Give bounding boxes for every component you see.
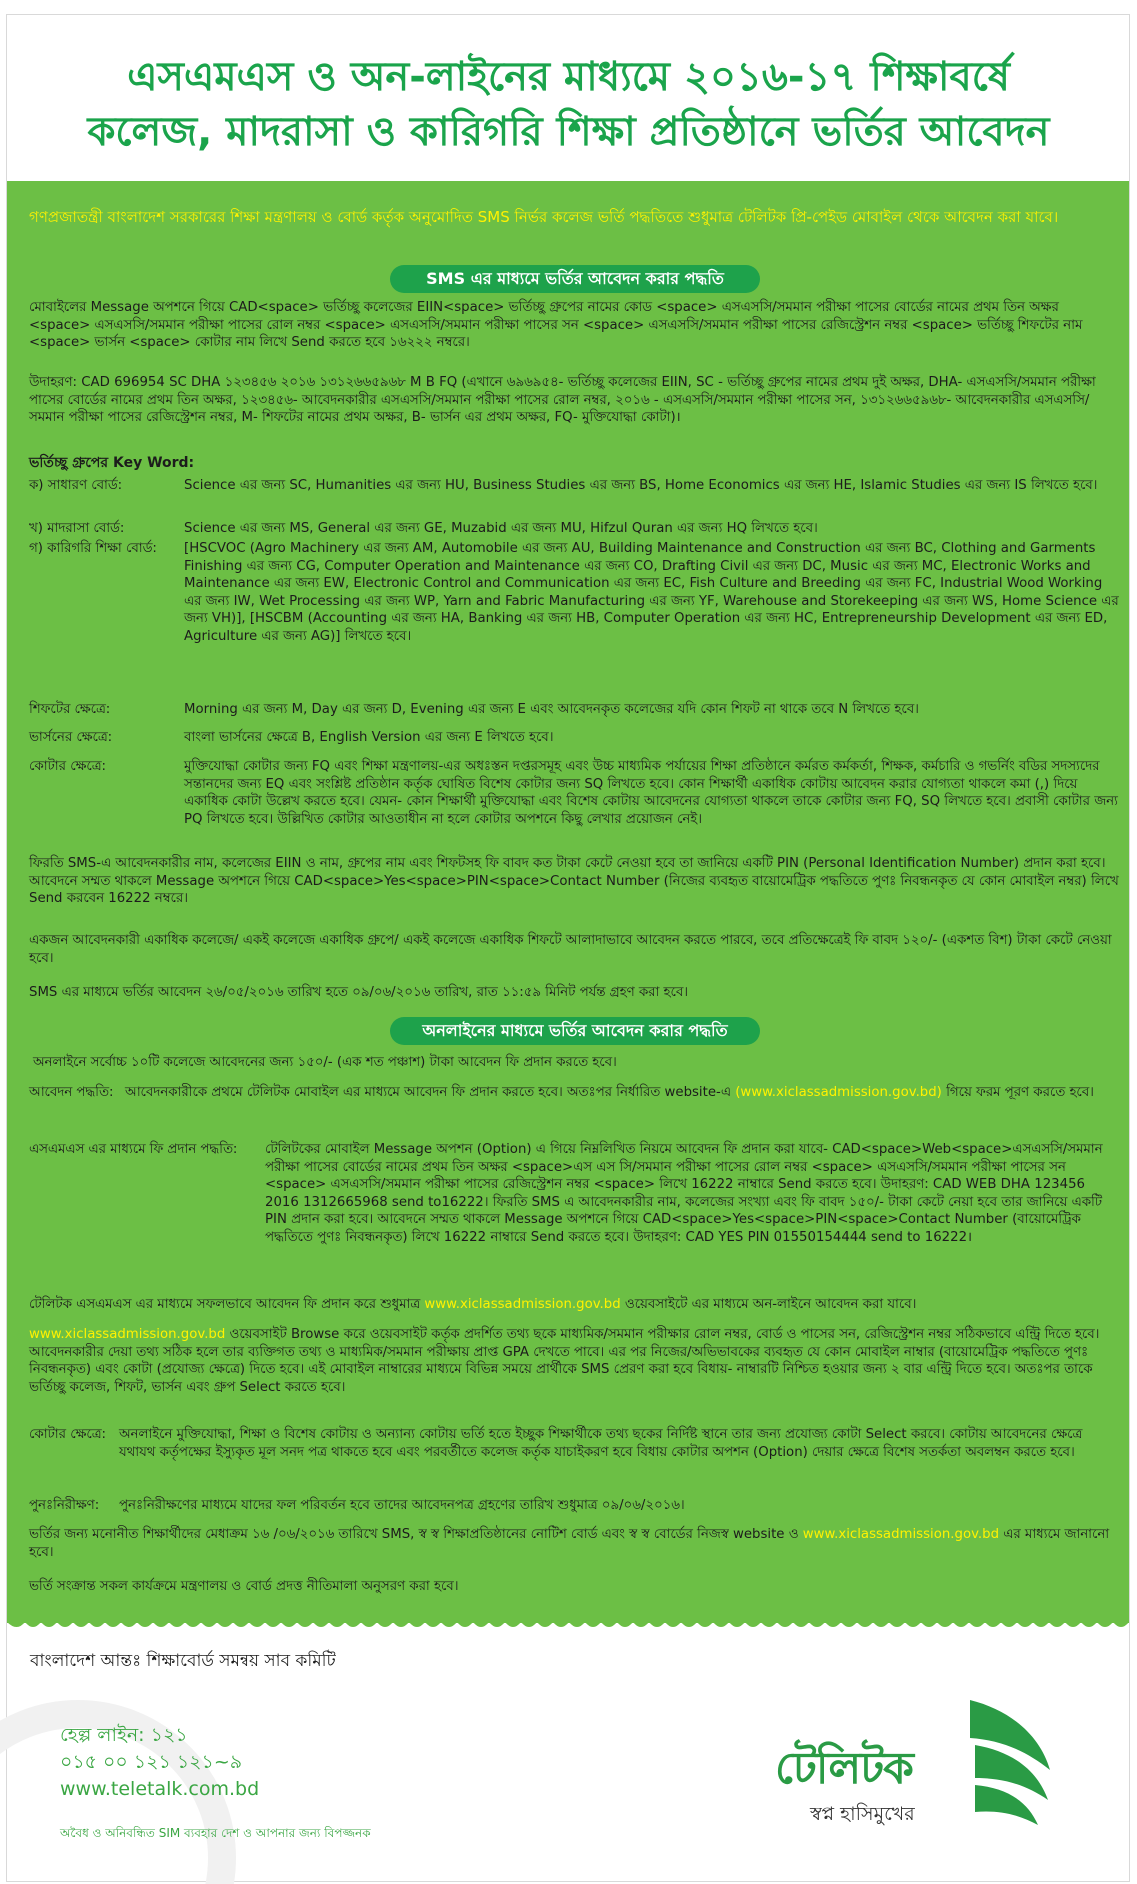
- general-board-label: ক) সাধারণ বোর্ড:: [29, 478, 123, 493]
- online-section-heading: অনলাইনের মাধ্যমে ভর্তির আবেদন করার পদ্ধতি: [390, 1017, 760, 1045]
- page-title: [0, 50, 1137, 160]
- sms-section-heading: SMS এর মাধ্যমে ভর্তির আবেদন করার পদ্ধতি: [390, 265, 760, 293]
- review-text: পুনঃনিরীক্ষণের মাধ্যমে যাদের ফল পরিবর্তন হবে তাদের আবেদনপত্র গ্রহণের তারিখ শুধুমাত্র ০৯/০৬/২০১৬।: [119, 1498, 685, 1513]
- helpline-phone: ০১৫ ০০ ১২১ ১২১~৯: [60, 1751, 243, 1773]
- madrasa-board-text: Science এর জন্য MS, General এর জন্য GE, Muzabid এর জন্য MU, Hifzul Quran এর জন্য HQ লিখতে হবে।: [184, 521, 818, 536]
- title-line-1: এসএমএস ও অন-লাইনের মাধ্যমে ২০১৬-১৭ শিক্ষাবর্ষে: [127, 54, 1010, 100]
- committee-name: বাংলাদেশ আন্তঃ শিক্ষাবোর্ড সমন্বয় সাব কমিটি: [30, 1651, 336, 1671]
- online-fee-text: অনলাইনে সর্বোচ্চ ১০টি কলেজে আবেদনের জন্য ১৫০/- (এক শত পঞ্চাশ) টাকা আবেদন ফি প্রদান করতে হবে।: [33, 1055, 617, 1070]
- version-text: বাংলা ভার্সনের ক্ষেত্রে B, English Version এর জন্য E লিখতে হবে।: [184, 730, 554, 745]
- application-method-text-part2: গিয়ে ফরম পূরণ করতে হবে।: [946, 1085, 1094, 1100]
- shift-text: Morning এর জন্য M, Day এর জন্য D, Evening এর জন্য E এবং আবেদনকৃত কলেজের যদি কোন শিফট না থাকে তবে N লিখতে হবে।: [184, 702, 919, 717]
- sms-example: উদাহরণ: CAD 696954 SC DHA ১২৩৪৫৬ ২০১৬ ১৩১২৬৬৫৯৬৮ M B FQ (এখানে ৬৯৬৯৫৪- ভর্তিচ্ছু কলেজের EIIN, SC - ভর্তিচ্ছু গ্রুপের নামের প্রথম দুই অক্ষর, DHA- এসএসসি/সমমান পরীক্ষা পাসের বোর্ডের নামের প্রথম তিন অক্ষর, ১২৩৪৫৬- আবেদনকারীর এসএসসি/সমমান পরীক্ষা পাসের রোল নম্বর, ২০১৬ - এসএসসি/সমমান পরীক্ষা পাসের সন, ১৩১২৬৬৫৯৬৮- আবেদনকারীর এসএসসি/সমমান পরীক্ষা পাসের রেজিস্ট্রেশন নম্বর, M- শিফটের নামের প্রথম অক্ষর, B- ভার্সন এর প্রথম অক্ষর, FQ- মুক্তিযোদ্ধা কোটা)।: [29, 375, 1096, 425]
- merit-text: [29, 1526, 1119, 1561]
- sim-warning: অবৈধ ও অনিবন্ধিত SIM ব্যবহার দেশ ও আপনার জন্য বিপজ্জনক: [60, 1826, 371, 1840]
- merit-text-part1: ভর্তির জন্য মনোনীত শিক্ষার্থীদের মেধাক্রম ১৬ /০৬/২০১৬ তারিখে SMS, স্ব স্ব শিক্ষাপ্রতিষ্ঠানের নোটিশ বোর্ড এবং স্ব স্ব বোর্ডের নিজস্ব website ও: [29, 1527, 799, 1542]
- teletalk-logo-text: টেলিটক: [775, 1743, 913, 1794]
- teletalk-website[interactable]: www.teletalk.com.bd: [60, 1778, 260, 1800]
- application-method-text-part1: আবেদনকারীকে প্রথমে টেলিটক মোবাইল এর মাধ্যমে আবেদন ফি প্রদান করতে হবে। অতঃপর নির্ধারিত website-এ: [125, 1085, 731, 1100]
- panel-wave-edge: [7, 1612, 1129, 1638]
- success-url[interactable]: www.xiclassadmission.gov.bd: [424, 1297, 621, 1312]
- online-quota-label: কোটার ক্ষেত্রে:: [29, 1427, 106, 1442]
- helpline-block: [60, 1722, 259, 1803]
- application-method-url[interactable]: (www.xiclassadmission.gov.bd): [735, 1085, 942, 1100]
- technical-board-label: গ) কারিগরি শিক্ষা বোর্ড:: [29, 541, 157, 556]
- general-board-text: Science এর জন্য SC, Humanities এর জন্য HU, Business Studies এর জন্য BS, Home Economics এর জন্য HE, Islamic Studies এর জন্য IS লিখতে হবে।: [184, 478, 1098, 493]
- technical-board-text: [HSCVOC (Agro Machinery এর জন্য AM, Automobile এর জন্য AU, Building Maintenance and Construction এর জন্য BC, Clothing and Garments Finishing এর জন্য CG, Computer Operation and Maintenance এর জন্য CO, Drafting Civil এর জন্য DC, Music এর জন্য MC, Electronic Works and Maintenance এর জন্য EW, Electronic Control and Communication এর জন্য EC, Fish Culture and Breeding এর জন্য FC, Industrial Wood Working এর জন্য IW, Wet Processing এর জন্য WP, Yarn and Fabric Manufacturing এর জন্য YF, Warehouse and Storekeeping এর জন্য WS, Home Science এর জন্য VH)], [HSCBM (Accounting এর জন্য HA, Banking এর জন্য HB, Computer Operation এর জন্য HC, Entrepreneurship Development এর জন্য ED, Agriculture এর জন্য AG)] লিখতে হবে।: [184, 541, 1119, 644]
- shift-label: শিফটের ক্ষেত্রে:: [29, 702, 111, 717]
- intro-text: গণপ্রজাতন্ত্রী বাংলাদেশ সরকারের শিক্ষা মন্ত্রণালয় ও বোর্ড কর্তৃক অনুমোদিত SMS নির্ভর কলেজ ভর্তি পদ্ধতিতে শুধুমাত্র টেলিটক প্রি-পেইড মোবাইল থেকে আবেদন করা যাবে।: [29, 208, 1059, 226]
- content-panel: [7, 181, 1129, 1623]
- version-label: ভার্সনের ক্ষেত্রে:: [29, 730, 113, 745]
- quota-text: মুক্তিযোদ্ধা কোটার জন্য FQ এবং শিক্ষা মন্ত্রণালয়-এর অধঃস্তন দপ্তরসমূহ এবং উচ্চ মাধ্যমিক পর্যায়ের শিক্ষা প্রতিষ্ঠানে কর্মরত কর্মকর্তা, শিক্ষক, কর্মচারি ও গভর্নিং বডির সদস্যদের সন্তানদের জন্য EQ এবং সংশ্লিষ্ট প্রতিষ্ঠান কর্তৃক ঘোষিত বিশেষ কোটার জন্য SQ লিখতে হবে। কোন শিক্ষার্থী একাধিক কোটায় আবেদন করার যোগ্যতা থাকলে কমা (,) দিয়ে একাধিক কোটা উল্লেখ করতে হবে। যেমন- কোন শিক্ষার্থী মুক্তিযোদ্ধা এবং বিশেষ কোটায় আবেদনের যোগ্যতা থাকলে তাকে কোটার জন্য FQ, SQ লিখতে হবে। প্রবাসী কোটার জন্য PQ লিখতে হবে। উল্লিখিত কোটার আওতাধীন না হলে কোটার অপশনে কিছু লেখার প্রয়োজন নেই।: [184, 759, 1118, 827]
- sms-instructions: মোবাইলের Message অপশনে গিয়ে CAD<space> ভর্তিচ্ছু কলেজের EIIN<space> ভর্তিচ্ছু গ্রুপের নামের কোড <space> এসএসসি/সমমান পরীক্ষা পাসের বোর্ডের নামের প্রথম তিন অক্ষর <space> এসএসসি/সমমান পরীক্ষা পাসের রোল নম্বর <space> এসএসসি/সমমান পরীক্ষা পাসের সন <space> এসএসসি/সমমান পরীক্ষা পাসের রেজিস্ট্রেশন নম্বর <space> ভর্তিচ্ছু শিফটের নাম <space> ভার্সন <space> কোটার নাম লিখে Send করতে হবে ১৬২২২ নম্বরে।: [29, 300, 1083, 350]
- keyword-title: ভর্তিচ্ছু গ্রুপের Key Word:: [29, 455, 195, 471]
- browse-url[interactable]: www.xiclassadmission.gov.bd: [29, 1327, 226, 1342]
- quota-label: কোটার ক্ষেত্রে:: [29, 759, 106, 774]
- application-method-text: [125, 1084, 1119, 1102]
- browse-text-body: ওয়েবসাইট Browse করে ওয়েবসাইট কর্তৃক প্রদর্শিত তথ্য ছকে মাধ্যমিক/সমমান পরীক্ষার রোল নম্বর, বোর্ড ও পাসের সন, রেজিস্ট্রেশন নম্বর সঠিকভাবে এন্ট্রি দিতে হবে। আবেদনকারীর দেয়া তথ্য সঠিক হলে তার ব্যক্তিগত তথ্য ও মাধ্যমিক/সমমান পরীক্ষায় প্রাপ্ত GPA দেখতে পাবে। এর পর নিজের/অভিভাবকের ব্যবহৃত যে কোন মোবাইল নাম্বার (বায়োমেট্রিক পদ্ধতিতে পুণঃ নিবন্ধনকৃত) এবং কোটা (প্রযোজ্য ক্ষেত্রে) দিতে হবে। এই মোবাইল নাম্বারের মাধ্যমে বিভিন্ন সময়ে প্রার্থীকে SMS প্রেরণ করা হবে বিধায়- নাম্বারটি নিশ্চিত হওয়ার জন্য ২ বার এন্ট্রি দিতে হবে। অতঃপর তাকে ভর্তিচ্ছু কলেজ, শিফট, ভার্সন এবং গ্রুপ Select করতে হবে।: [29, 1327, 1100, 1395]
- multiple-application-text: একজন আবেদনকারী একাধিক কলেজে/ একই কলেজে একাধিক গ্রুপে/ একই কলেজে একাধিক শিফটে আলাদাভাবে আবেদন করতে পারবে, তবে প্রতিক্ষেত্রেই ফি বাবদ ১২০/- (একশত বিশ) টাকা কেটে নেওয়া হবে।: [29, 933, 1112, 966]
- return-sms-text: ফিরতি SMS-এ আবেদনকারীর নাম, কলেজের EIIN ও নাম, গ্রুপের নাম এবং শিফটসহ ফি বাবদ কত টাকা কেটে নেওয়া হবে তা জানিয়ে একটি PIN (Personal Identification Number) প্রদান করা হবে। আবেদনে সম্মত থাকলে Message অপশনে গিয়ে CAD<space>Yes<space>PIN<space>Contact Number (নিজের ব্যবহৃত বায়োমেট্রিক পদ্ধতিতে পুণঃ নিবন্ধনকৃত যে কোন মোবাইল নম্বর) লিখে Send করবেন 16222 নম্বরে।: [29, 856, 1119, 906]
- helpline-number: হেল্প লাইন: ১২১: [60, 1724, 188, 1746]
- sms-fee-label: এসএমএস এর মাধ্যমে ফি প্রদান পদ্ধতি:: [29, 1142, 238, 1157]
- success-text-part2: ওয়েবসাইটে এর মাধ্যমে অন-লাইনে আবেদন করা যাবে।: [624, 1297, 917, 1312]
- madrasa-board-label: খ) মাদরাসা বোর্ড:: [29, 521, 125, 536]
- application-method-label: আবেদন পদ্ধতি:: [29, 1085, 114, 1100]
- online-quota-text: অনলাইনে মুক্তিযোদ্ধা, শিক্ষা ও বিশেষ কোটায় ও অন্যান্য কোটায় ভর্তি হতে ইচ্ছুক শিক্ষার্থীকে তথ্য ছকের নির্দিষ্ট স্থানে তার জন্য প্রযোজ্য কোটা Select করবে। কোটায় আবেদনের ক্ষেত্রে যথাযথ কর্তৃপক্ষের ইস্যুকৃত মূল সনদ পত্র থাকতে হবে এবং পরবর্তীতে কলেজ কর্তৃক যাচাইকরণ হবে বিধায় কোটার অপশন (Option) দেয়ার ক্ষেত্রে বিশেষ সতর্কতা অবলম্বন করতে হবে।: [119, 1427, 1083, 1460]
- sms-deadline-text: SMS এর মাধ্যমে ভর্তির আবেদন ২৬/০৫/২০১৬ তারিখ হতে ০৯/০৬/২০১৬ তারিখ, রাত ১১:৫৯ মিনিট পর্যন্ত গ্রহণ করা হবে।: [29, 985, 689, 1000]
- success-text: [29, 1296, 1119, 1314]
- review-label: পুনঃনিরীক্ষণ:: [29, 1498, 100, 1513]
- policy-text: ভর্তি সংক্রান্ত সকল কার্যক্রমে মন্ত্রণালয় ও বোর্ড প্রদত্ত নীতিমালা অনুসরণ করা হবে।: [29, 1579, 459, 1594]
- success-text-part1: টেলিটক এসএমএস এর মাধ্যমে সফলভাবে আবেদন ফি প্রদান করে শুধুমাত্র: [29, 1297, 421, 1312]
- browse-text: [29, 1326, 1119, 1396]
- teletalk-tagline: স্বপ্ন হাসিমুখের: [810, 1803, 915, 1825]
- sms-fee-text: টেলিটকের মোবাইল Message অপশন (Option) এ গিয়ে নিম্নলিখিত নিয়মে আবেদন ফি প্রদান করা যাবে- CAD<space>Web<space>এসএসসি/সমমান পরীক্ষা পাসের বোর্ডের নামের প্রথম তিন অক্ষর <space>এস এস সি/সমমান পরীক্ষা পাসের রোল নম্বর <space> এসএসসি/সমমান পরীক্ষা পাসের সন <space> এসএসসি/সমমান পরীক্ষা পাসের রেজিস্ট্রেশন নম্বর <space> লিখে 16222 নাম্বারে Send করতে হবে। উদাহরণ: CAD WEB DHA 123456 2016 1312665968 send to16222। ফিরতি SMS এ আবেদনকারীর নাম, কলেজের সংখ্যা এবং ফি বাবদ ১৫০/- টাকা কেটে নেয়া হবে তার জানিয়ে একটি PIN প্রদান করা হবে। আবেদনে সম্মত থাকলে Message অপশনে গিয়ে CAD<space>Yes<space>PIN<space>Contact Number (বায়োমেট্রিক পদ্ধতিতে পুণঃ নিবন্ধনকৃত) লিখে 16222 নাম্বারে Send করতে হবে। উদাহরণ: CAD YES PIN 01550154444 send to 16222।: [265, 1142, 1103, 1245]
- merit-url[interactable]: www.xiclassadmission.gov.bd: [802, 1527, 1000, 1542]
- title-line-2: কলেজ, মাদরাসা ও কারিগরি শিক্ষা প্রতিষ্ঠানে ভর্তির আবেদন: [87, 109, 1050, 155]
- merit-text-part2: এর মাধ্যমে জানানো হবে।: [29, 1527, 1110, 1560]
